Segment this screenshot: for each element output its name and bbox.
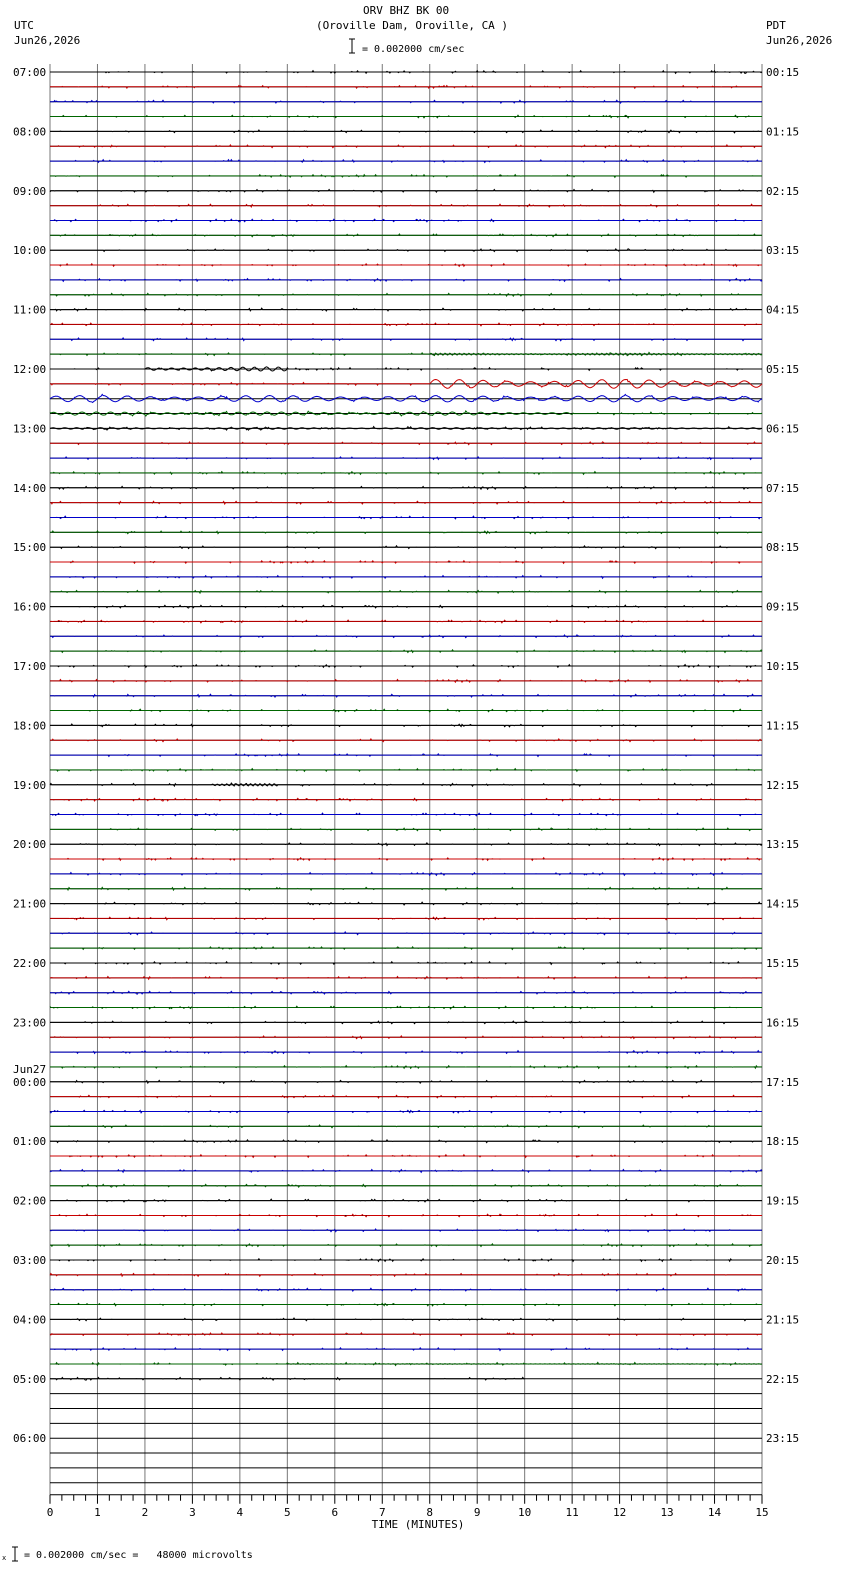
trace-signal [50,379,762,388]
pdt-hour-label: 09:15 [766,600,800,614]
trace-signal [50,1348,762,1351]
x-axis-title: TIME (MINUTES) [371,1517,465,1531]
trace-signal [50,279,762,282]
trace-signal [50,590,762,593]
utc-hour-label: 12:00 [13,363,47,376]
trace-signal [50,962,762,965]
date-change-label: Jun27 [13,1062,47,1076]
x-tick-label: 11 [565,1505,579,1519]
x-tick-label: 2 [141,1505,149,1519]
trace-signal [50,219,762,222]
trace-signal [50,293,762,296]
trace-signal [50,427,762,431]
trace-signal [50,352,762,355]
pdt-hour-label: 12:15 [766,778,800,792]
trace-signal [50,665,762,668]
pdt-hour-label: 17:15 [766,1075,800,1089]
trace-signal [50,858,762,861]
pdt-hour-label: 14:15 [766,897,800,911]
minute-grid [50,64,762,1495]
trace-signal [50,650,762,653]
trace-signal [50,1155,762,1158]
trace-signal [50,873,762,876]
utc-hour-label: 14:00 [13,481,47,495]
utc-hour-label: 22:00 [13,957,47,970]
trace-signal [50,843,762,846]
trace-signal [50,1021,762,1024]
trace-signal [50,1036,762,1039]
utc-hour-label: 02:00 [13,1194,47,1208]
trace-signal [50,160,762,163]
utc-hour-label: 13:00 [13,422,47,436]
pdt-hour-label: 07:15 [766,481,800,495]
trace-signal [50,1170,762,1173]
trace-signal [50,1095,762,1098]
trace-group [50,71,762,1483]
trace-signal [50,308,762,311]
trace-signal [50,1199,762,1202]
trace-signal [50,249,762,252]
utc-hour-label: 05:00 [13,1372,47,1386]
trace-signal [50,204,762,207]
utc-hour-label: 11:00 [13,303,47,317]
utc-hour-label: 09:00 [13,184,47,198]
pdt-hour-label: 15:15 [766,957,800,970]
utc-hour-label: 19:00 [13,778,47,792]
right-date: Jun26,2026 [766,34,833,47]
utc-hour-label: 08:00 [13,125,47,139]
utc-hour-label: 21:00 [13,897,47,911]
pdt-hour-label: 21:15 [766,1313,800,1327]
trace-signal [50,1006,762,1009]
trace-signal [50,472,762,475]
left-date: Jun26,2026 [14,34,81,47]
trace-signal [50,739,762,742]
trace-signal [50,754,762,757]
trace-signal [50,561,762,564]
pdt-hour-label: 01:15 [766,125,800,139]
trace-signal [50,1303,762,1306]
x-tick-label: 5 [284,1505,291,1519]
trace-signal [50,1080,762,1083]
pdt-hour-label: 16:15 [766,1016,800,1030]
trace-signal [50,1288,762,1291]
trace-signal [50,367,762,371]
x-tick-label: 9 [473,1505,481,1519]
trace-signal [50,546,762,549]
utc-hour-label: 07:00 [13,66,47,79]
trace-signal [50,1244,762,1247]
trace-signal [50,516,762,519]
trace-signal [50,798,762,801]
x-tick-label: 1 [94,1505,101,1519]
trace-signal [50,1125,762,1128]
trace-signal [50,917,762,920]
pdt-hour-label: 08:15 [766,541,800,555]
utc-hour-label: 04:00 [13,1313,47,1327]
trace-signal [50,902,762,905]
trace-signal [50,394,762,402]
trace-signal [50,694,762,697]
trace-signal [50,1333,762,1336]
trace-signal [50,1318,762,1321]
trace-signal [50,1214,762,1217]
trace-signal [50,1362,762,1365]
pdt-hour-label: 22:15 [766,1372,800,1386]
utc-hour-label: 01:00 [13,1135,47,1149]
pdt-hour-label: 00:15 [766,66,800,79]
trace-signal [50,115,762,118]
trace-signal [50,680,762,683]
trace-signal [50,264,762,267]
utc-hour-label: 00:00 [13,1075,47,1089]
station-title: ORV BHZ BK 00 [363,4,450,17]
trace-signal [50,1229,762,1232]
trace-signal [50,1140,762,1143]
svg-text:x: x [2,1554,7,1562]
utc-hour-label: 03:00 [13,1254,47,1267]
trace-signal [50,411,762,416]
x-tick-label: 7 [378,1505,386,1519]
utc-hour-label: 20:00 [13,838,47,852]
utc-hour-label: 18:00 [13,719,47,733]
utc-hour-label: 06:00 [13,1432,47,1446]
trace-signal [50,932,762,935]
trace-signal [50,947,762,950]
trace-signal [50,1259,762,1262]
trace-signal [50,234,762,237]
trace-signal [50,86,762,89]
trace-signal [50,576,762,579]
x-tick-label: 10 [518,1505,532,1519]
trace-signal [50,338,762,341]
trace-signal [50,783,762,786]
trace-signal [50,635,762,638]
utc-hour-label: 16:00 [13,600,47,614]
pdt-hour-label: 19:15 [766,1194,800,1208]
trace-signal [50,887,762,890]
utc-hour-label: 15:00 [13,541,47,555]
trace-signal [50,724,762,727]
utc-hour-label: 10:00 [13,244,47,258]
pdt-hour-label: 03:15 [766,244,800,258]
pdt-hour-label: 11:15 [766,719,800,733]
x-tick-label: 12 [612,1505,627,1519]
utc-hour-label: 17:00 [13,660,47,673]
pdt-hour-label: 23:15 [766,1432,800,1446]
trace-signal [50,1110,762,1113]
trace-signal [50,190,762,193]
scale-label: = 0.002000 cm/sec [362,44,465,55]
trace-signal [50,709,762,712]
trace-signal [50,130,762,133]
x-tick-label: 4 [236,1505,244,1519]
trace-signal [50,457,762,460]
left-timezone: UTC [14,19,34,32]
pdt-hour-label: 06:15 [766,422,800,436]
utc-hour-label: 23:00 [13,1016,47,1030]
trace-signal [50,813,762,816]
trace-signal [50,175,762,178]
x-tick-label: 15 [755,1505,769,1519]
trace-signal [50,531,762,534]
x-tick-label: 13 [660,1505,674,1519]
station-location: (Oroville Dam, Oroville, CA ) [316,19,509,32]
pdt-hour-label: 04:15 [766,303,800,317]
trace-signal [50,620,762,623]
x-tick-label: 3 [189,1505,196,1519]
pdt-hour-label: 02:15 [766,184,800,198]
x-tick-label: 8 [426,1505,434,1519]
trace-signal [50,71,762,74]
pdt-hour-label: 13:15 [766,838,800,852]
trace-signal [50,501,762,504]
pdt-hour-label: 10:15 [766,660,800,673]
x-tick-label: 6 [331,1505,339,1519]
trace-signal [50,486,762,489]
pdt-hour-label: 18:15 [766,1135,800,1149]
trace-signal [50,991,762,994]
trace-signal [50,769,762,772]
footer-scale-note: = 0.002000 cm/sec = 48000 microvolts [24,1550,253,1561]
trace-signal [50,100,762,103]
trace-signal [50,828,762,831]
trace-signal [50,1184,762,1187]
trace-signal [50,145,762,148]
trace-signal [50,977,762,980]
footer-scale-bar-icon [2,1545,22,1565]
x-tick-label: 14 [707,1505,722,1519]
pdt-hour-label: 20:15 [766,1254,800,1267]
trace-signal [50,605,762,608]
x-axis [47,1495,769,1531]
x-tick-label: 0 [46,1505,54,1519]
pdt-hour-label: 05:15 [766,363,800,376]
right-timezone: PDT [766,19,786,32]
trace-signal [50,442,762,445]
